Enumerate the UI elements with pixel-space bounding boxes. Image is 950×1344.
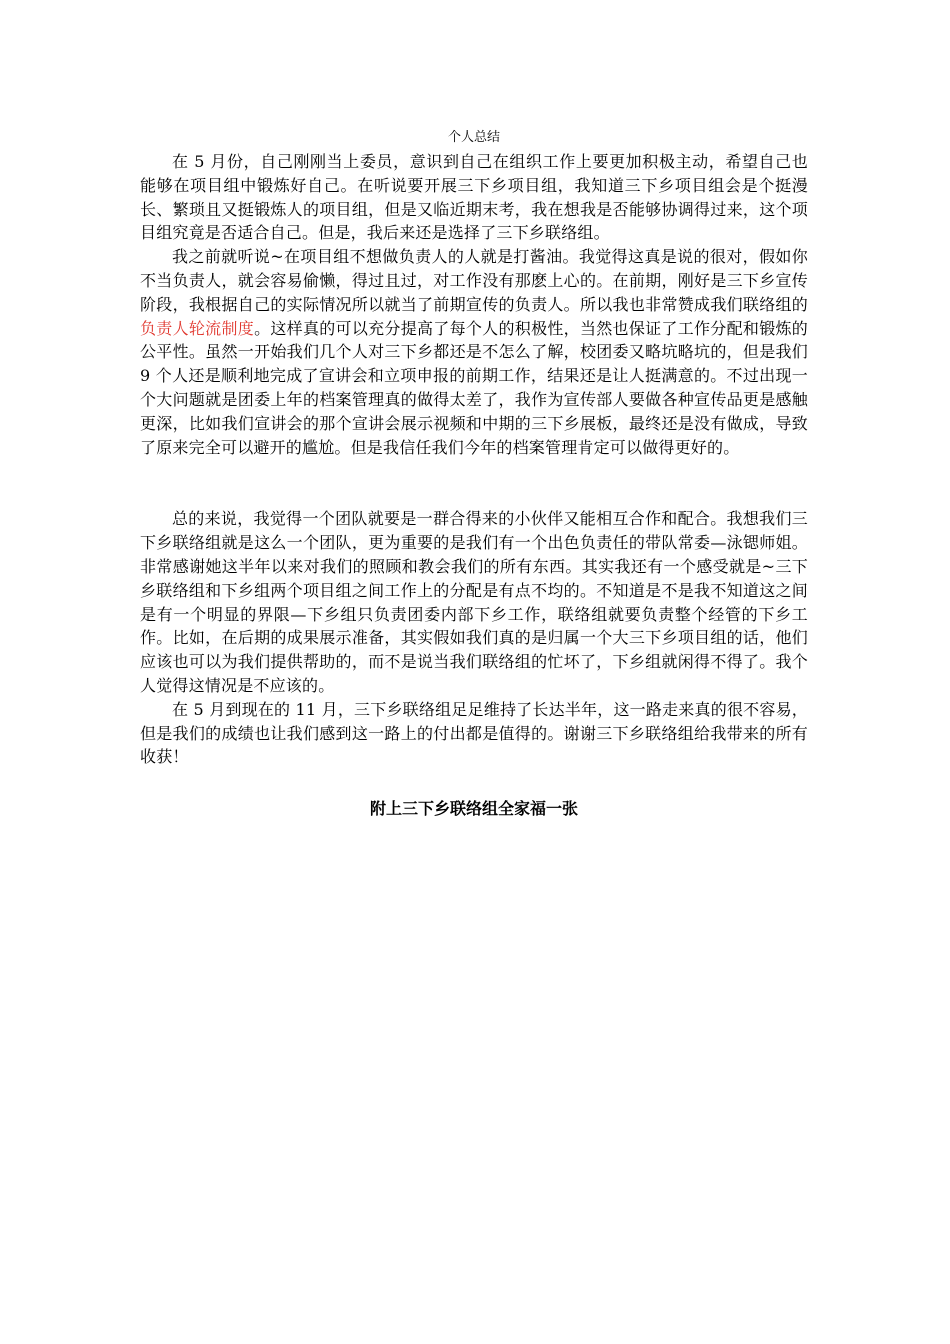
highlighted-phrase: 负责人轮流制度	[140, 318, 255, 338]
photo-caption: 附上三下乡联络组全家福一张	[369, 799, 578, 819]
document-title: 个人总结	[447, 130, 500, 145]
paragraph-gap	[140, 459, 808, 507]
paragraph-intro: 在 5 月份，自己刚刚当上委员，意识到自己在组织工作上要更加积极主动，希望自己也能够在项目组中锻炼好自己。在听说要开展三下乡项目组，我知道三下乡项目组会是个挺漫长、繁琐且又挺锻炼人的项目组，但是又临近期末考，我在想我是否能够协调得过来，这个项目组究竟是否适合自己。但是，我后来还是选择了三下乡联络组。	[140, 152, 808, 243]
paragraph-summary: 总的来说，我觉得一个团队就要是一群合得来的小伙伴又能相互合作和配合。我想我们三下乡联络组就是这么一个团队，更为重要的是我们有一个出色负责任的带队常委—泳锶师姐。非常感谢她这半年以来对我们的照顾和教会我们的所有东西。其实我还有一个感受就是~三下乡联络组和下乡组两个项目组之间工作上的分配是有点不均的。不知道是不是我不知道这之间是有一个明显的界限—下乡组只负责团委内部下乡工作，联络组就要负责整个经管的下乡工作。比如，在后期的成果展示准备，其实假如我们真的是归属一个大三下乡项目组的话，他们应该也可以为我们提供帮助的，而不是说当我们联络组的忙坏了，下乡组就闲得不得了。我个人觉得这情况是不应该的。	[140, 509, 808, 695]
document-body	[140, 128, 808, 821]
paragraph-responsibility	[140, 245, 808, 459]
paragraph-closing: 在 5 月到现在的 11 月，三下乡联络组足足维持了长达半年，这一路走来真的很不容易，但是我们的成绩也让我们感到这一路上的付出都是值得的。谢谢三下乡联络组给我带来的所有收获！	[140, 699, 808, 767]
paragraph-responsibility-text-end: 。这样真的可以充分提高了每个人的积极性，当然也保证了工作分配和锻炼的公平性。虽然一开始我们几个人对三下乡都还是不怎么了解，校团委又略坑略坑的，但是我们 9 个人还是顺利地完成了宣讲会和立项申报的前期工作，结果还是让人挺满意的。不过出现一个大问题就是团委上年的档案管理真的做得太差了，我作为宣传部人要做各种宣传品更是感触更深，比如我们宣讲会的那个宣讲会展示视频和中期的三下乡展板，最终还是没有做成，导致了原来完全可以避开的尴尬。但是我信任我们今年的档案管理肯定可以做得更好的。	[140, 318, 808, 457]
paragraph-responsibility-text-start: 我之前就听说~在项目组不想做负责人的人就是打酱油。我觉得这真是说的很对，假如你不当负责人，就会容易偷懒，得过且过，对工作没有那麽上心的。在前期，刚好是三下乡宣传阶段，我根据自己的实际情况所以就当了前期宣传的负责人。所以我也非常赞成我们联络组的	[140, 247, 808, 314]
